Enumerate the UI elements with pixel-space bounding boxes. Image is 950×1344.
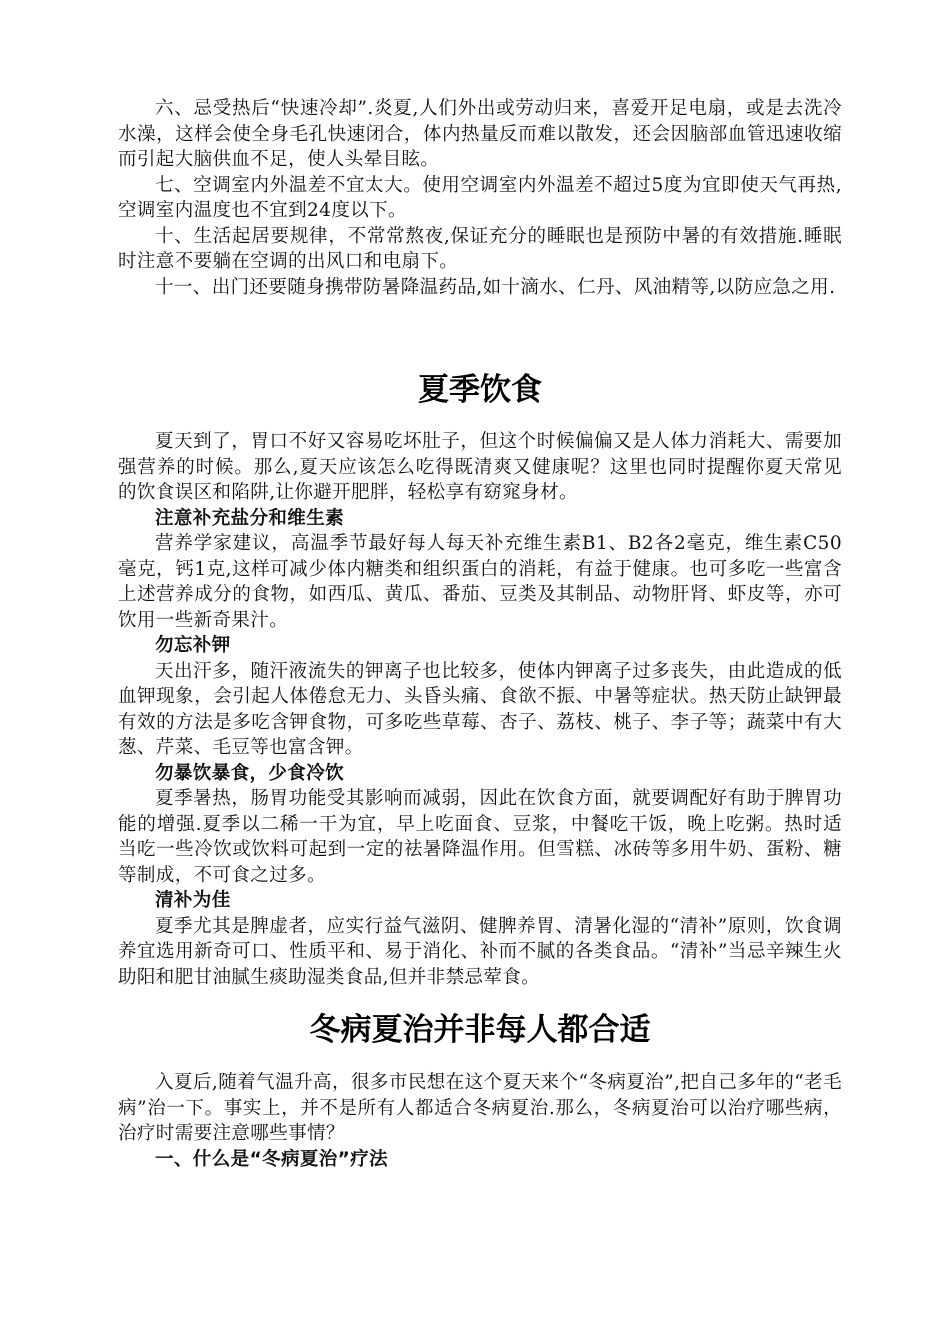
intro-paragraph-10: 十、生活起居要规律，不常常熬夜,保证充分的睡眠也是预防中暑的有效措施.睡眠时注意不要躺在空调的出风口和电扇下。 xyxy=(118,225,842,272)
section-heading-potassium: 勿忘补钾 xyxy=(155,635,231,656)
intro-paragraph-6: 六、忌受热后“快速冷却”.炎夏,人们外出或劳动归来，喜爱开足电扇，或是去洗冷水澡，这样会使全身毛孔快速闭合，体内热量反而难以散发，还会因脑部血管迅速收缩而引起大脑供血不足，使人头晕目眩。 xyxy=(118,98,842,170)
winter-disease-first-heading: 一、什么是“冬病夏治”疗法 xyxy=(155,1148,389,1170)
section-text-no-overeating: 夏季暑热，肠胃功能受其影响而减弱，因此在饮食方面，就要调配好有助于脾胃功能的增强.夏季以二稀一干为宜，早上吃面食、豆浆，中餐吃干饭，晚上吃粥。热时适当吃一些冷饮或饮料可起到一定的祛暑降温作用。但雪糕、冰砖等多用牛奶、蛋粉、糖等制成，不可食之过多。 xyxy=(118,788,842,886)
section-heading-light-tonic: 清补为佳 xyxy=(155,890,231,911)
section-text-light-tonic: 夏季尤其是脾虚者，应实行益气滋阴、健脾养胃、清暑化湿的“清补”原则，饮食调养宜选用新奇可口、性质平和、易于消化、补而不腻的各类食品。“清补”当忌辛辣生火助阳和肥甘油腻生痰助湿类食品,但并非禁忌荤食。 xyxy=(118,915,842,988)
section-text-salt-vitamins: 营养学家建议，高温季节最好每人每天补充维生素B1、B2各2毫克，维生素C50毫克，钙1克,这样可减少体内糖类和组织蛋白的消耗，有益于健康。也可多吃一些富含上述营养成分的食物，如西瓜、黄瓜、番茄、豆类及其制品、动物肝肾、虾皮等，亦可饮用一些新奇果汁。 xyxy=(118,533,842,631)
winter-disease-title: 冬病夏治并非每人都合适 xyxy=(309,1012,651,1048)
intro-paragraph-7: 七、空调室内外温差不宜太大。使用空调室内外温差不超过5度为宜即使天气再热,空调室内温度也不宜到24度以下。 xyxy=(118,174,842,221)
document-page xyxy=(118,96,842,1172)
section-heading-no-overeating: 勿暴饮暴食，少食冷饮 xyxy=(155,762,345,784)
section-text-potassium: 天出汗多，随汗液流失的钾离子也比较多，使体内钾离子过多丧失，由此造成的低血钾现象，会引起人体倦怠无力、头昏头痛、食欲不振、中暑等症状。热天防止缺钾最有效的方法是多吃含钾食物，可多吃些草莓、杏子、荔枝、桃子、李子等；蔬菜中有大葱、芹菜、毛豆等也富含钾。 xyxy=(118,660,842,758)
intro-paragraph-11: 十一、出门还要随身携带防暑降温药品,如十滴水、仁丹、风油精等,以防应急之用. xyxy=(155,276,836,298)
winter-disease-intro: 入夏后,随着气温升高，很多市民想在这个夏天来个“冬病夏治”,把自己多年的“老毛病”治一下。事实上，并不是所有人都适合冬病夏治.那么，冬病夏治可以治疗哪些病，治疗时需要注意哪些事情？ xyxy=(118,1072,842,1144)
summer-diet-intro: 夏天到了，胃口不好又容易吃坏肚子，但这个时候偏偏又是人体力消耗大、需要加强营养的时候。那么,夏天应该怎么吃得既清爽又健康呢？这里也同时提醒你夏天常见的饮食误区和陷阱,让你避开肥胖，轻松享有窈窕身材。 xyxy=(118,431,842,503)
summer-diet-title: 夏季饮食 xyxy=(418,372,542,408)
section-heading-salt-vitamins: 注意补充盐分和维生素 xyxy=(155,507,345,529)
